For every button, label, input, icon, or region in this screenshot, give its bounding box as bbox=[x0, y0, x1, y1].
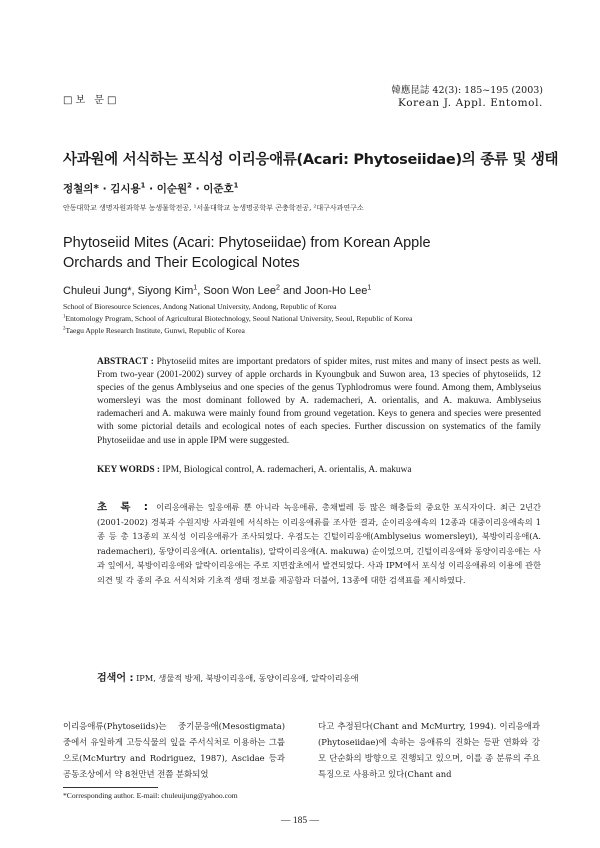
author: 정철의* bbox=[63, 183, 99, 195]
journal-name: Korean J. Appl. Entomol. bbox=[398, 97, 543, 109]
english-title: Phytoseiid Mites (Acari: Phytoseiidae) from Korean Apple Orchards and Their Ecological Notes bbox=[63, 235, 431, 271]
author: Siyong Kim bbox=[137, 285, 194, 297]
korean-keywords-text: IPM, 생물적 방제, 북방이리응애, 동양이리응애, 알락이리응애 bbox=[136, 673, 359, 683]
footnote-divider bbox=[63, 787, 158, 788]
journal-citation bbox=[391, 84, 543, 110]
korean-title: 사과원에 서식하는 포식성 이리응애류(Acari: Phytoseiidae)의 종류 및 생태 bbox=[63, 152, 559, 168]
english-affiliations bbox=[63, 301, 412, 336]
journal-volume: 韓應昆誌 42(3): 185~195 (2003) bbox=[391, 85, 543, 96]
korean-keywords bbox=[97, 669, 541, 684]
abstract-label: ABSTRACT : bbox=[97, 357, 154, 367]
korean-abstract-label: 초 록 : bbox=[97, 501, 152, 513]
keywords bbox=[97, 465, 541, 475]
abstract bbox=[97, 356, 541, 448]
author: 이준호 bbox=[203, 183, 234, 195]
korean-keywords-label: 검색어 : bbox=[97, 673, 134, 684]
author: Soon Won Lee bbox=[203, 285, 276, 297]
affiliation: School of Bioresource Sciences, Andong National University, Andong, Republic of Korea bbox=[63, 302, 337, 311]
author: 이순원 bbox=[156, 183, 188, 195]
abstract-text: Phytoseiid mites are important predators of spider mites, rust mites and many of insect pests as well. From two-year (2001-2002) survey of apple orchards in Kyoungbuk and Suwon area, 13 species of phytoseiids, 12 species of the genus Amblyseius and one species of the genus Typhlodromus were found. Among them, Amblyseius womersleyi was the most dominant followed by A. rademacheri, A. orientalis, and A. makuwa. Amblyseius rademacheri and A. makuwa were mainly found from ground vegetation. Keys to genera and species were presented with some pictorial details and ecological notes of each species. Further discussion on systematics of the family Phytoseiidae and use in apple IPM were suggested. bbox=[97, 357, 541, 446]
body-left-column: 이리응애류(Phytoseiids)는 중기문응애(Mesostigmata) 중에서 유일하게 고등식물의 잎을 주서식처로 이용하는 그룹으로(McMurtry and Rodriguez, 1987), Ascidae 등과 공동조상에서 약 8천만년 전쯤 분화되었 bbox=[63, 721, 285, 779]
english-authors: Chuleui Jung*, Siyong Kim$^1$, Soon Won Lee$^2$ and Joon-Ho Lee$^1$ bbox=[63, 283, 372, 297]
korean-affiliations: 안동대학교 생명자원과학부 농생물학전공, ¹서울대학교 농생명공학부 곤충학전공, ²대구사과연구소 bbox=[63, 204, 364, 212]
page-number: — 185 — bbox=[281, 816, 319, 826]
affiliation: $^2$Taegu Apple Research Institute, Gunwi, Republic of Korea bbox=[63, 325, 245, 335]
author: Joon-Ho Lee bbox=[304, 285, 368, 297]
author: 김시용 bbox=[110, 183, 141, 195]
affiliation: $^1$Entomology Program, School of Agricultural Biotechnology, Seoul National University, Seoul, Republic of Korea bbox=[63, 313, 413, 323]
korean-authors: 정철의* · 김시용$^1$ · 이순원$^2$ · 이준호$^1$ bbox=[63, 181, 239, 195]
section-label: □보 문□ bbox=[63, 95, 120, 106]
korean-abstract bbox=[97, 500, 541, 587]
author: Chuleui Jung* bbox=[63, 285, 132, 297]
body-right-column: 다고 추정된다(Chant and McMurtry, 1994). 이리응애과(Phytoseiidae)에 속하는 응애류의 진화는 등판 연화와 강모 단순화의 방향으로 진행되고 있으며, 이를 종 분류의 주요 특징으로 사용하고 있다(Chant and bbox=[318, 721, 540, 779]
keywords-label: KEY WORDS : bbox=[97, 465, 161, 475]
keywords-text: IPM, Biological control, A. rademacheri, A. orientalis, A. makuwa bbox=[162, 465, 412, 475]
corresponding-author-footnote: *Corresponding author. E-mail: chuleuijung@yahoo.com bbox=[63, 791, 238, 800]
korean-abstract-text: 이리응애류는 잎응애류 뿐 아니라 녹응애류, 총채벌레 등 많은 해충들의 중요한 포식자이다. 최근 2년간(2001-2002) 경북과 수원지방 사과원에 서식하는 이리응애류를 조사한 결과, 순이리응애속의 12종과 대중이리응애속의 1종 등 총 13종의 포식성 이리응애류가 조사되었다. 우점도는 긴털이리응애(Amblyseius womersleyi), 북방이리응애(A. rademacheri), 동양이리응애(A. orientalis), 알락이리응애(A. makuwa) 순이었으며, 긴털이리응애와 동양이리응애는 사과 잎에서, 북방이리응애와 알락이리응애는 주로 지면잡초에서 발견되었다. 사과 IPM에서 포식성 이리응애류의 이용에 관한 의견 및 각 종의 주요 서식처와 기초적 생태 정보를 제공함과 더불어, 13종에 대한 검색표를 제시하였다. bbox=[97, 502, 541, 585]
